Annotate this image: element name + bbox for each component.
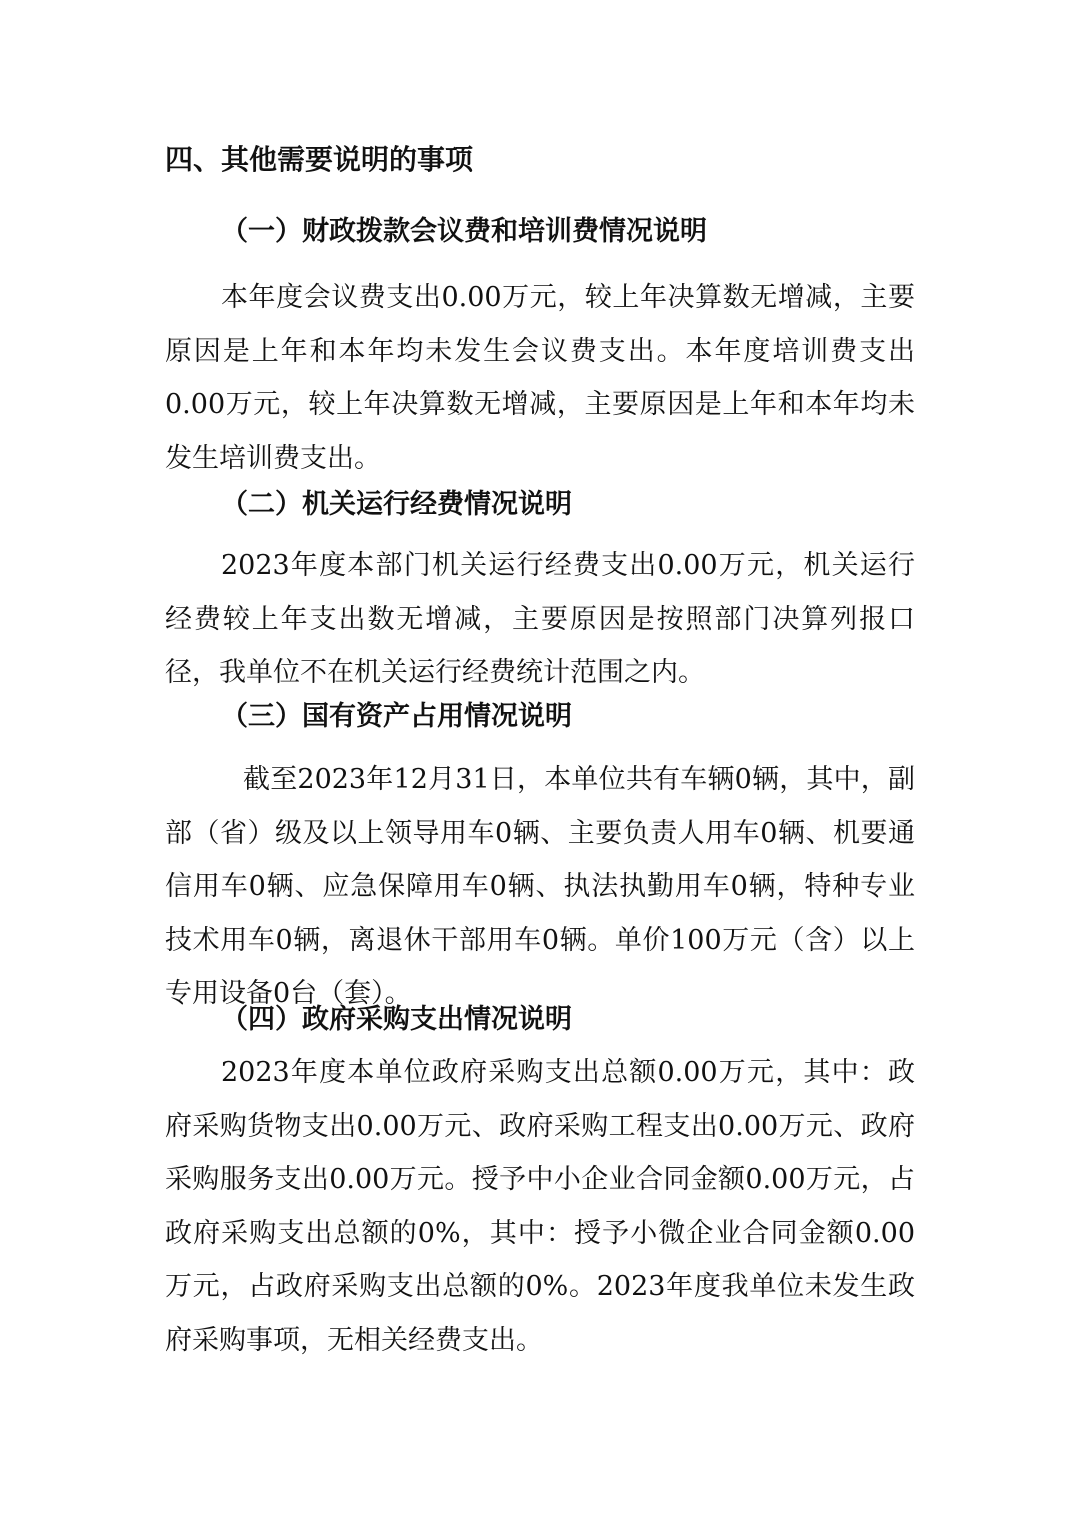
subsection-heading-operating-funds: （二）机关运行经费情况说明 — [221, 489, 572, 520]
paragraph-state-assets: 截至2023年12月31日，本单位共有车辆0辆，其中，副部（省）级及以上领导用车0辆、主要负责人用车0辆、机要通信用车0辆、应急保障用车0辆、执法执勤用车0辆，特种专业技术用车0辆，离退休干部用车0辆。单价100万元（含）以上专用设备0台（套）。 — [165, 764, 915, 1009]
section-title: 四、其他需要说明的事项 — [165, 143, 474, 176]
subsection-heading-state-assets: （三）国有资产占用情况说明 — [221, 701, 572, 732]
paragraph-procurement: 2023年度本单位政府采购支出总额0.00万元，其中：政府采购货物支出0.00万元、政府采购工程支出0.00万元、政府采购服务支出0.00万元。授予中小企业合同金额0.00万元，占政府采购支出总额的0%，其中：授予小微企业合同金额0.00万元，占政府采购支出总额的0%。2023年度我单位未发生政府采购事项，无相关经费支出。 — [165, 1057, 915, 1356]
paragraph-meeting-training: 本年度会议费支出0.00万元，较上年决算数无增减，主要原因是上年和本年均未发生会议费支出。本年度培训费支出0.00万元，较上年决算数无增减，主要原因是上年和本年均未发生培训费支出。 — [165, 282, 915, 474]
subsection-heading-procurement: （四）政府采购支出情况说明 — [221, 1004, 572, 1035]
subsection-heading-meeting-training: （一）财政拨款会议费和培训费情况说明 — [221, 216, 707, 247]
paragraph-operating-funds: 2023年度本部门机关运行经费支出0.00万元，机关运行经费较上年支出数无增减，主要原因是按照部门决算列报口径，我单位不在机关运行经费统计范围之内。 — [165, 550, 915, 688]
